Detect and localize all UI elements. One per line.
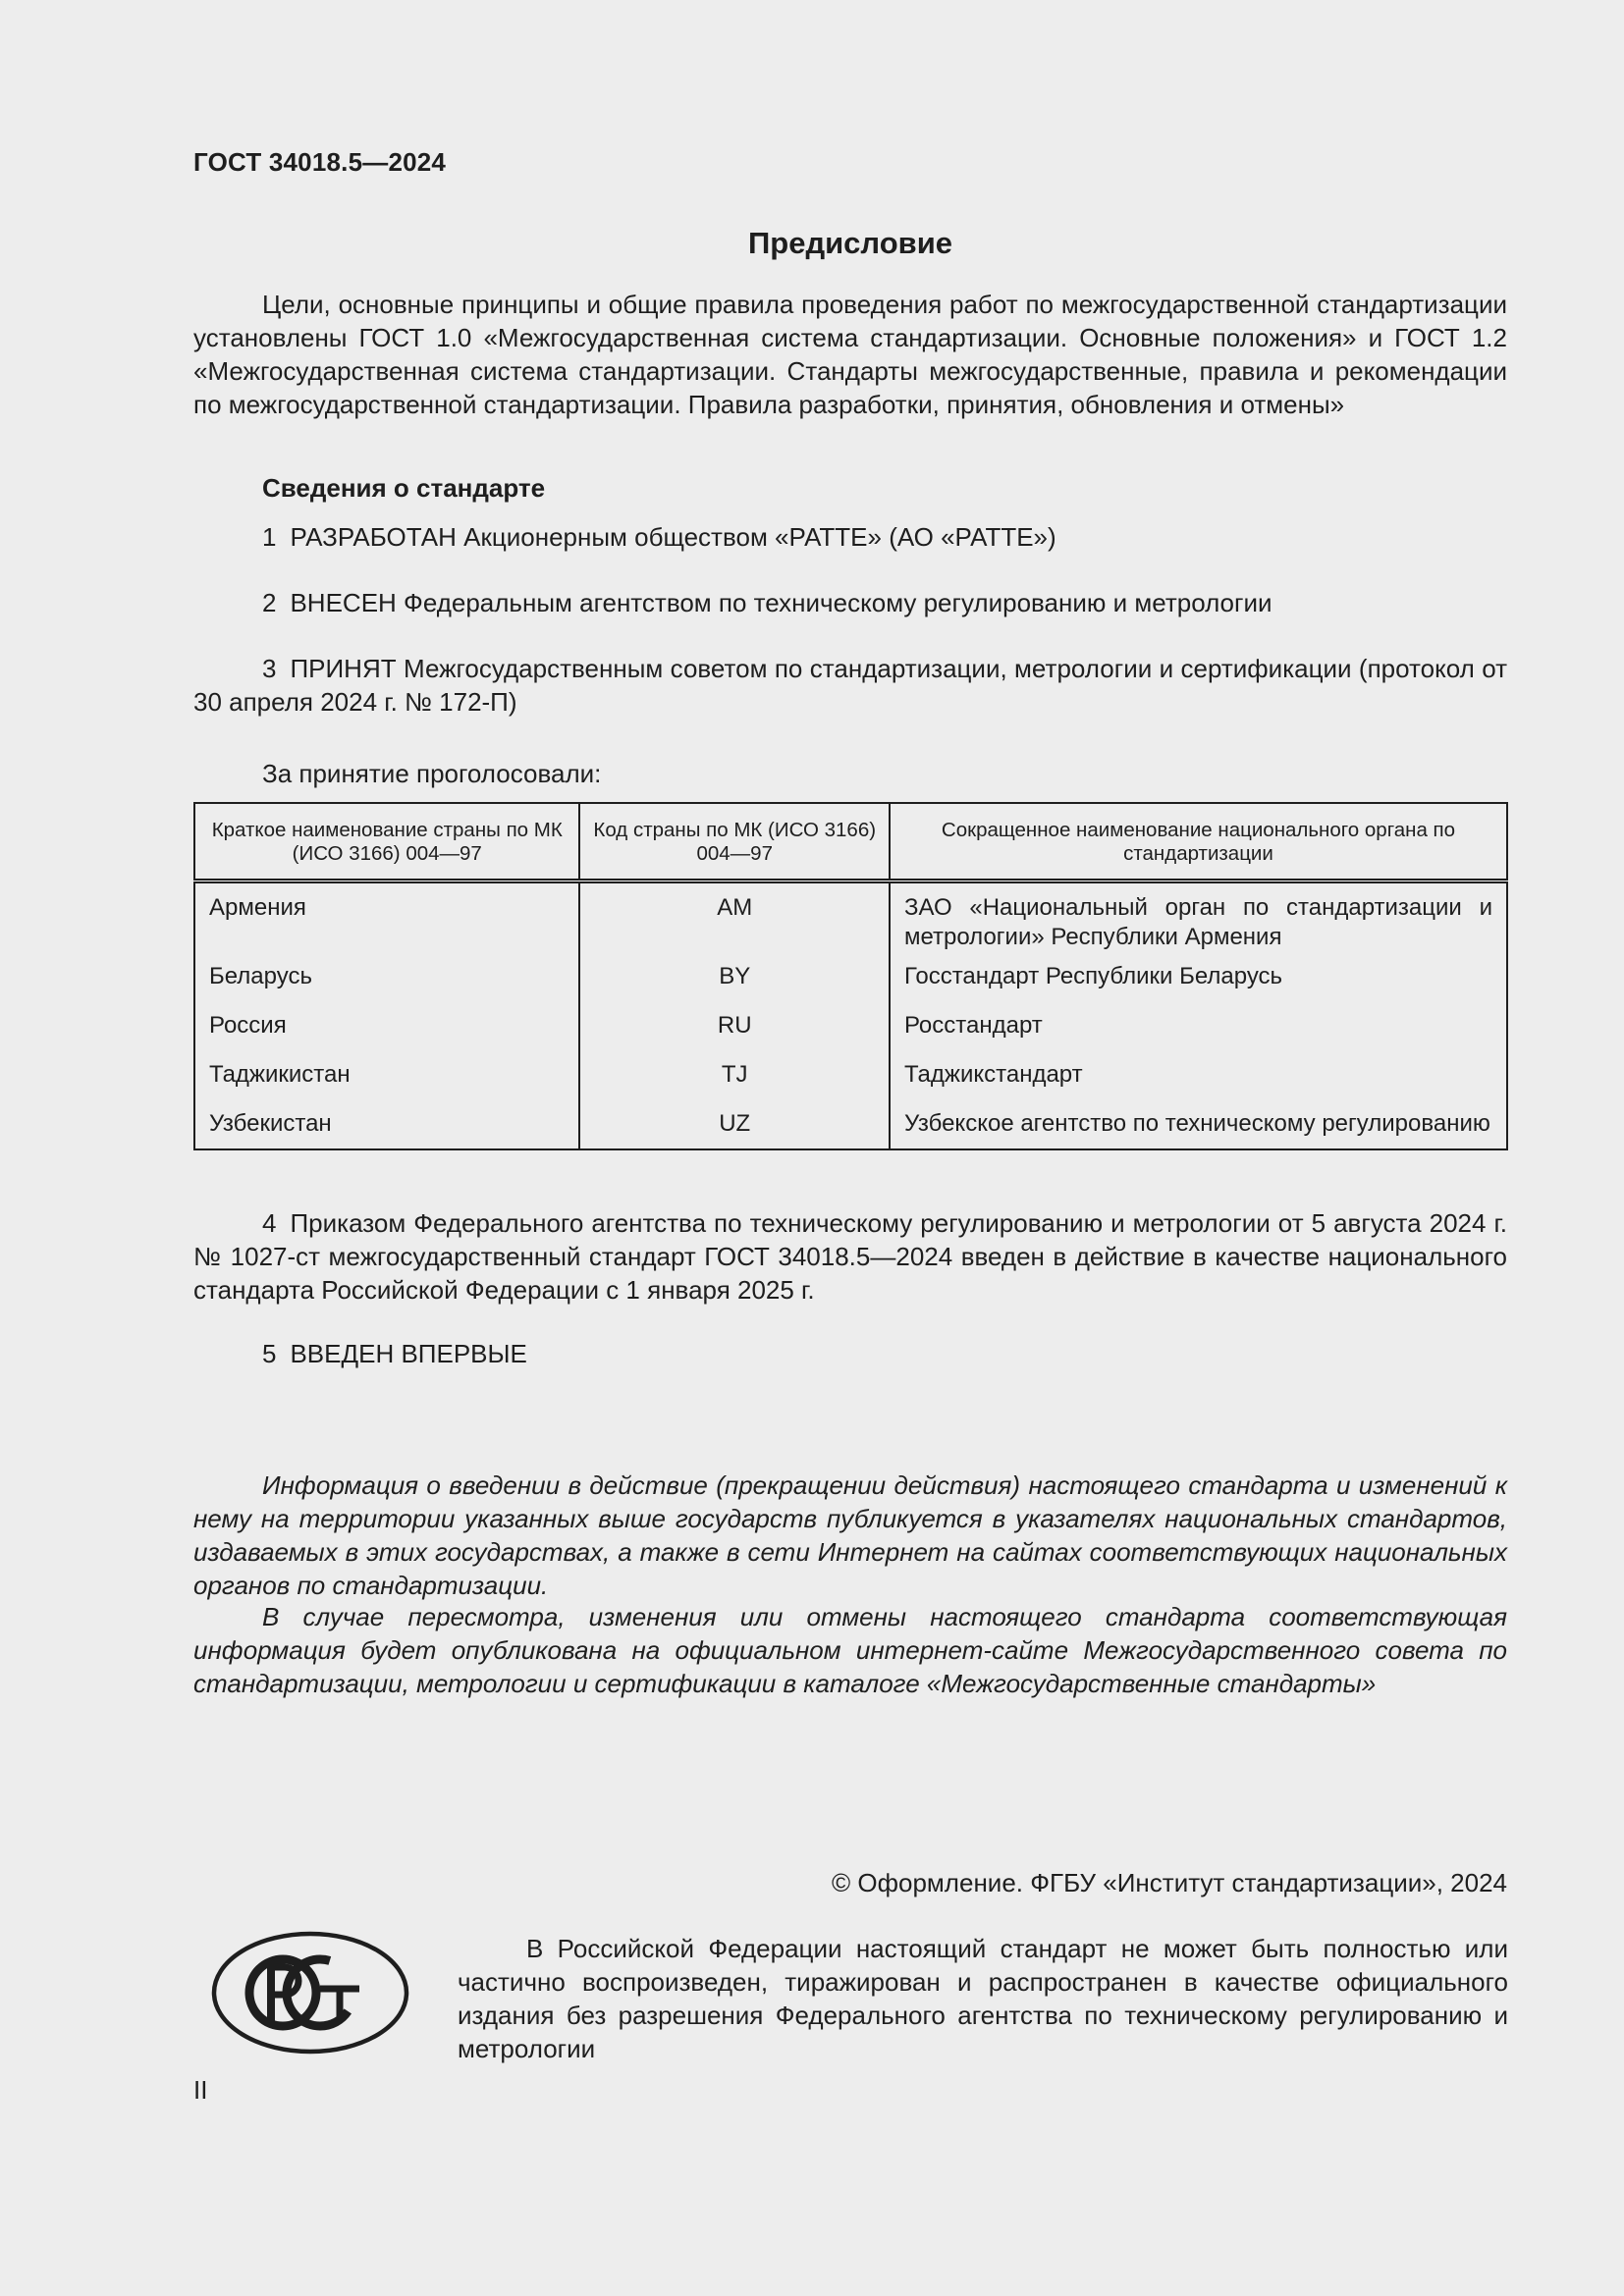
info-item-3 (193, 652, 1507, 719)
item-number: 2 (262, 588, 277, 617)
info-heading: Сведения о стандарте (262, 473, 546, 503)
info-item-5 (262, 1337, 527, 1370)
table-row (194, 1060, 1507, 1109)
info-item-4 (193, 1206, 1507, 1307)
org-cell: Госстандарт Республики Беларусь (890, 962, 1507, 1011)
org-cell: Узбекское агентство по техническому регулированию (890, 1109, 1507, 1149)
code-cell: UZ (579, 1109, 889, 1149)
voting-table (193, 802, 1508, 1150)
org-cell: Таджикстандарт (890, 1060, 1507, 1109)
table-row (194, 1011, 1507, 1060)
document-code: ГОСТ 34018.5—2024 (193, 147, 447, 177)
intro-paragraph: Цели, основные принципы и общие правила проведения работ по межгосударственной стандартизации установлены ГОСТ 1.0 «Межгосударственная система стандартизации. Основные положения» и ГОСТ 1.2 «Межгосударственная система стандартизации. Стандарты межгосударственные, правила и рекомендации по межгосударственной стандартизации. Правила разработки, принятия, обновления и отмены» (193, 290, 1507, 419)
code-cell: RU (579, 1011, 889, 1060)
item-text: ПРИНЯТ Межгосударственным советом по стандартизации, метрологии и сертификации (протокол от 30 апреля 2024 г. № 172-П) (193, 654, 1507, 717)
code-cell: TJ (579, 1060, 889, 1109)
item-text: Приказом Федерального агентства по техническому регулированию и метрологии от 5 августа 2024 г. № 1027-ст межгосударственный стандарт ГОСТ 34018.5—2024 введен в действие в качестве национального стандарта Российской Федерации с 1 января 2025 г. (193, 1208, 1507, 1305)
page-number: II (193, 2075, 208, 2105)
item-number: 3 (262, 654, 277, 683)
header-country-code: Код страны по МК (ИСО 3166) 004—97 (579, 803, 889, 881)
info-note-italic-1: Информация о введении в действие (прекращении действия) настоящего стандарта и изменений к нему на территории указанных выше государств публикуется в указателях национальных стандартов, издаваемых в этих государствах, а также в сети Интернет на сайтах соответствующих национальных органов по стандартизации. (193, 1470, 1507, 1600)
org-cell: Росстандарт (890, 1011, 1507, 1060)
country-cell: Таджикистан (194, 1060, 579, 1109)
item-text: ВВЕДЕН ВПЕРВЫЕ (290, 1339, 527, 1368)
header-country-name: Краткое наименование страны по МК (ИСО 3166) 004—97 (194, 803, 579, 881)
item-number: 5 (262, 1339, 277, 1368)
gost-r-logo-icon (210, 1930, 410, 2056)
item-text: ВНЕСЕН Федеральным агентством по техническому регулированию и метрологии (290, 588, 1272, 617)
info-note-italic-2: В случае пересмотра, изменения или отмены настоящего стандарта соответствующая информация будет опубликована на официальном интернет-сайте Межгосударственного совета по стандартизации, метрологии и сертификации в каталоге «Межгосударственные стандарты» (193, 1602, 1507, 1698)
table-header-row (194, 803, 1507, 881)
table-row (194, 962, 1507, 1011)
code-cell: AM (579, 881, 889, 963)
item-number: 1 (262, 522, 277, 552)
country-cell: Беларусь (194, 962, 579, 1011)
org-cell: ЗАО «Национальный орган по стандартизации и метрологии» Республики Армения (890, 881, 1507, 963)
info-item-1 (262, 520, 1056, 554)
table-row (194, 1109, 1507, 1149)
country-cell: Узбекистан (194, 1109, 579, 1149)
page-title: Предисловие (747, 226, 952, 260)
copyright-notice: © Оформление. ФГБУ «Институт стандартизации», 2024 (832, 1868, 1507, 1897)
reproduction-notice: В Российской Федерации настоящий стандарт не может быть полностью или частично воспроизведен, тиражирован и распространен в качестве официального издания без разрешения Федерального агентства по техническому регулированию и метрологии (458, 1934, 1508, 2063)
voted-label: За принятие проголосовали: (262, 759, 602, 788)
item-number: 4 (262, 1208, 277, 1238)
country-cell: Россия (194, 1011, 579, 1060)
code-cell: BY (579, 962, 889, 1011)
item-text: РАЗРАБОТАН Акционерным обществом «РАТТЕ» (АО «РАТТЕ») (290, 522, 1056, 552)
header-national-body: Сокращенное наименование национального органа по стандартизации (890, 803, 1507, 881)
table-row (194, 881, 1507, 963)
country-cell: Армения (194, 881, 579, 963)
info-item-2 (262, 586, 1272, 619)
